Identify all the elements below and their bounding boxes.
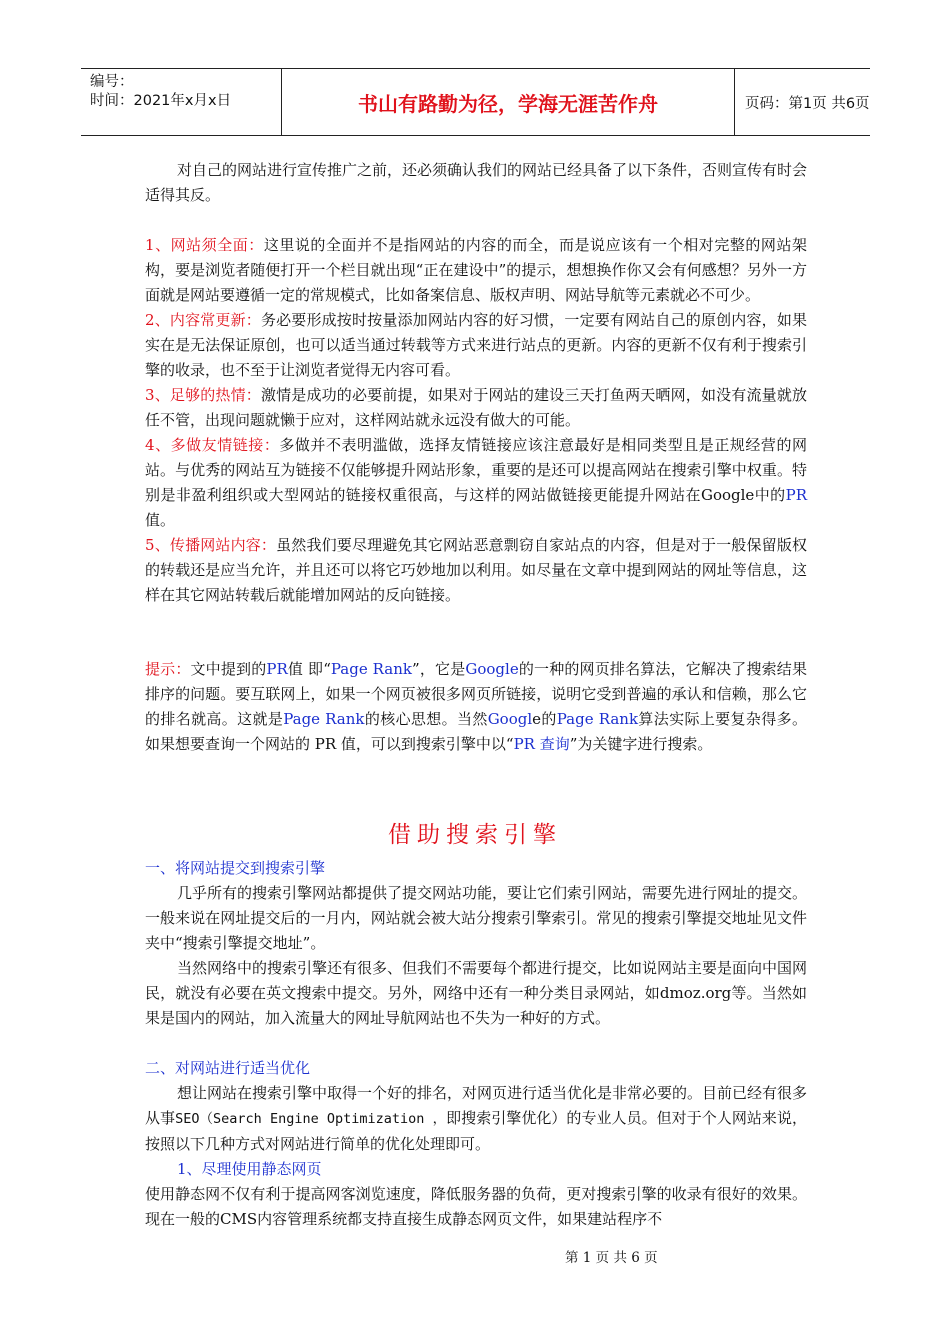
condition-text: 务必要形成按时按量添加网站内容的好习惯，一定要有网站自己的原创内容，如果实在是无法保证原创，也可以适当通过转载等方式来进行站点的更新。内容的更新不仅有利于搜索引擎的收录，也不至于让浏览者觉得无内容可看。	[145, 311, 807, 379]
tip-paragraph	[145, 657, 807, 757]
body-paragraph: 几乎所有的搜索引擎网站都提供了提交网站功能，要让它们索引网站，需要先进行网址的提交。一般来说在网址提交后的一月内，网站就会被大站分搜索引擎索引。常见的搜索引擎提交地址见文件夹中“搜索引擎提交地址”。	[145, 884, 808, 952]
tip-section	[145, 657, 807, 757]
condition-text: 这里说的全面并不是指网站的内容的而全，而是说应该有一个相对完整的网站架构，要是浏览者随便打开一个栏目就出现“正在建设中”的提示，想想换作你又会有何感想？另外一方面就是网站要遵循一定的常规模式，比如备案信息、版权声明、网站导航等元素就必不可少。	[145, 236, 807, 304]
subsection-heading: 1、尽理使用静态网页	[177, 1160, 322, 1178]
condition-item	[145, 383, 807, 433]
pr-term: PR	[266, 660, 288, 678]
pr-query-term: PR 查询	[513, 735, 570, 753]
condition-text: 多做并不表明滥做，选择友情链接应该注意最好是相同类型且是正规经营的网站。与优秀的网站互为链接不仅能够提升网站形象，重要的是还可以提高网站在搜索引擎中权重。特别是非盈利组织或大型网站的链接权重很高，与这样的网站做链接更能提升网站在Google中的	[145, 436, 807, 504]
condition-text-end: 值。	[145, 511, 176, 529]
page-footer: 第 1 页 共 6 页	[565, 1250, 658, 1266]
tip-label: 提示：	[145, 660, 191, 678]
body-text: 即搜索引擎优化）的专业人员。但对于个人网站来说，按照以下几种方式对网站进行简单的优化处理即可。	[145, 1109, 807, 1153]
seo-term: SEO（Search Engine Optimization ，	[175, 1111, 447, 1127]
tip-text: 的核心思想。当然	[364, 710, 488, 728]
header-motto: 书山有路勤为径，学海无涯苦作舟	[282, 69, 735, 135]
pagerank-term: Page Rank	[330, 660, 413, 678]
google-term: Googl	[487, 710, 533, 728]
condition-label: 2、内容常更新：	[145, 311, 261, 329]
tip-text: ”为关键字进行搜索。	[569, 735, 713, 753]
header-page-info: 页码：第1页 共6页	[745, 95, 870, 112]
condition-item	[145, 533, 807, 608]
section-heading: 一、将网站提交到搜索引擎	[145, 859, 326, 877]
time-label: 时间：2021年x月x日	[90, 93, 232, 109]
tip-text: 算法实际上要复杂得多。如果想要查询一个网站的 PR 值，可以到搜索引擎中以“	[145, 710, 807, 753]
tip-text: 文中提到的	[190, 660, 267, 678]
tip-text: 值 即“	[287, 660, 331, 678]
intro-section	[145, 158, 807, 208]
tip-text: e的	[532, 710, 557, 728]
pagerank-term: Page Rank	[283, 710, 365, 728]
condition-label: 5、传播网站内容：	[145, 536, 277, 554]
document-header	[81, 68, 870, 136]
google-term: Google	[465, 660, 519, 678]
condition-text: 激情是成功的必要前提，如果对于网站的建设三天打鱼两天晒网，如没有流量就放任不管，出现问题就懒于应对，这样网站就永远没有做大的可能。	[145, 386, 807, 429]
tip-text: ”，它是	[412, 660, 466, 678]
section-optimize	[145, 1056, 807, 1232]
condition-item	[145, 433, 807, 533]
body-paragraph: 使用静态网不仅有利于提高网客浏览速度，降低服务器的负荷，更对搜索引擎的收录有很好的效果。现在一般的CMS内容管理系统都支持直接生成静态网页文件，如果建站程序不	[145, 1185, 807, 1228]
number-label: 编号：	[90, 74, 134, 90]
condition-label: 4、多做友情链接：	[145, 436, 280, 454]
condition-item	[145, 233, 807, 308]
conditions-list	[145, 233, 807, 608]
body-text: 想让网站在搜索引擎中取得一个好的排名，对网页进行适当优化是非常必要的。目前已经有很多从事	[145, 1084, 808, 1127]
body-paragraph	[145, 1081, 807, 1157]
intro-paragraph: 对自己的网站进行宣传推广之前，还必须确认我们的网站已经具备了以下条件，否则宣传有时会适得其反。	[145, 161, 808, 204]
section-heading: 二、对网站进行适当优化	[145, 1059, 311, 1077]
header-meta	[81, 69, 282, 135]
pagerank-term: Page Rank	[556, 710, 639, 728]
section-title: 借助搜索引擎	[388, 822, 562, 848]
tip-text: 的一种的网页排名算法，它解决了搜索结果排序的问题。要互联网上，如果一个网页被很多网页所链接，说明它受到普遍的承认和信赖，那么它的排名就高。这就是	[145, 660, 807, 728]
body-paragraph: 当然网络中的搜索引擎还有很多、但我们不需要每个都进行提交，比如说网站主要是面向中国网民，就没有必要在英文搜索中提交。另外，网络中还有一种分类目录网站，如dmoz.org等。当然如果是国内的网站，加入流量大的网址导航网站也不失为一种好的方式。	[145, 959, 808, 1027]
pr-term: PR	[785, 486, 807, 504]
condition-item	[145, 308, 807, 383]
condition-label: 3、足够的热情：	[145, 386, 261, 404]
condition-label: 1、网站须全面：	[145, 236, 264, 254]
section-submit	[145, 856, 807, 1031]
condition-text: 虽然我们要尽理避免其它网站恶意剽窃自家站点的内容，但是对于一般保留版权的转载还是应当允许，并且还可以将它巧妙地加以利用。如尽量在文章中提到网站的网址等信息，这样在其它网站转载后就能增加网站的反向链接。	[145, 536, 807, 604]
